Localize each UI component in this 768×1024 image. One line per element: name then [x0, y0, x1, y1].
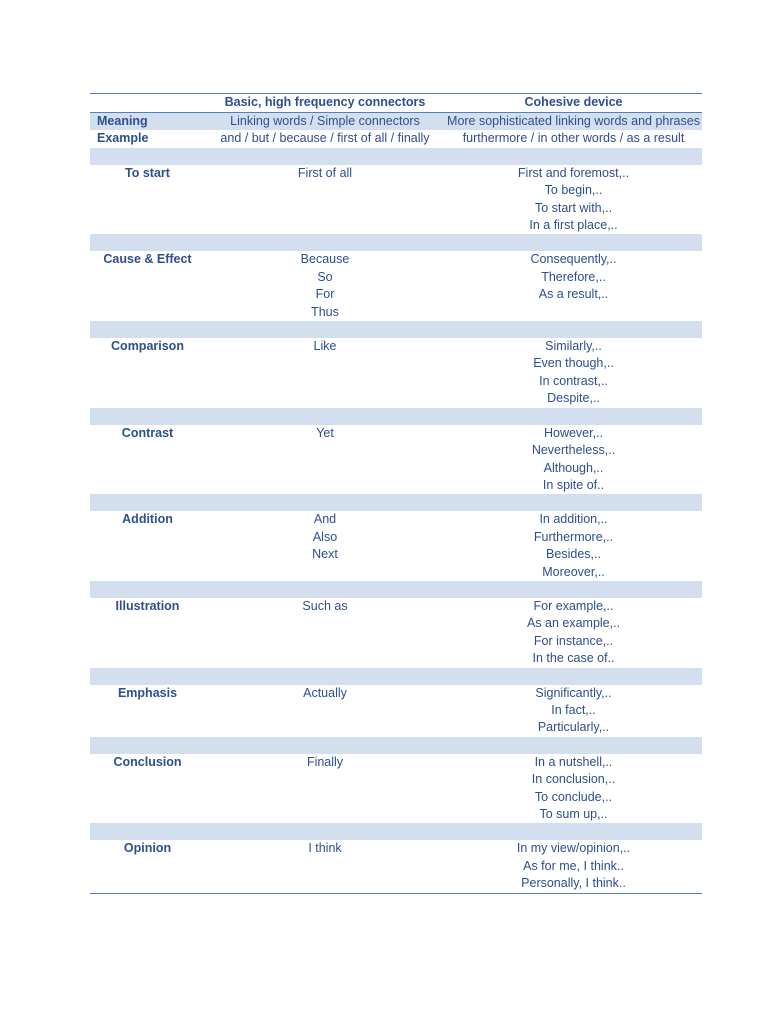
- section-divider-band: [90, 234, 702, 251]
- category-row-to-start: [90, 165, 702, 235]
- category-label: Contrast: [121, 425, 174, 440]
- basic-connector-cell: [205, 598, 445, 668]
- row-label: Example: [97, 131, 149, 146]
- basic-connector-cell: [205, 754, 445, 824]
- intro-rows: [90, 113, 702, 148]
- cell-line: As for me, I think..: [523, 858, 624, 873]
- category-label: Comparison: [111, 339, 184, 354]
- category-label: Addition: [122, 512, 173, 527]
- category-row-opinion: [90, 840, 702, 892]
- cell-line: Similarly,..: [545, 339, 602, 354]
- cell-line: Like: [313, 339, 337, 354]
- cohesive-device-cell: [445, 685, 702, 737]
- cell-line: Moreover,..: [542, 564, 605, 579]
- cell-line: Personally, I think..: [521, 876, 626, 891]
- cohesive-device-cell: [445, 598, 702, 668]
- cell-line: In spite of..: [542, 477, 605, 492]
- category-row-comparison: [90, 338, 702, 408]
- basic-connector-cell: Linking words / Simple connectors: [230, 114, 420, 128]
- section-divider-band: [90, 494, 702, 511]
- basic-connector-cell: [205, 511, 445, 581]
- cell-line: First of all: [297, 165, 353, 180]
- cell-line: Also: [312, 529, 338, 544]
- cell-line: Therefore,..: [541, 269, 606, 284]
- intro-row-example: [90, 130, 702, 147]
- category-row-conclusion: [90, 754, 702, 824]
- cell-line: Even though,..: [533, 356, 614, 371]
- cell-line: To conclude,..: [534, 789, 613, 804]
- category-rows: [90, 148, 702, 893]
- header-basic-connectors: Basic, high frequency connectors: [224, 95, 426, 109]
- basic-connector-cell: [205, 338, 445, 408]
- cell-line: In the case of..: [532, 651, 615, 666]
- cohesive-device-cell: [445, 754, 702, 824]
- category-row-emphasis: [90, 685, 702, 737]
- cell-line: Consequently,..: [530, 252, 617, 267]
- cell-line: However,..: [543, 425, 604, 440]
- cell-line: As a result,..: [538, 287, 609, 302]
- header-cohesive-device: Cohesive device: [524, 95, 623, 109]
- cell-line: Furthermore,..: [533, 529, 614, 544]
- cell-line: Although,..: [543, 460, 604, 475]
- cell-line: For instance,..: [533, 633, 614, 648]
- cell-line: To start with,..: [534, 200, 613, 215]
- section-divider-band: [90, 408, 702, 425]
- cell-line: Thus: [311, 304, 339, 319]
- basic-connector-cell: and / but / because / first of all / finally: [220, 131, 430, 146]
- table-header-row: [90, 94, 702, 113]
- cell-line: Next: [312, 547, 338, 562]
- category-label: Illustration: [115, 598, 180, 613]
- cell-line: In addition,..: [539, 512, 608, 527]
- category-label: Conclusion: [113, 754, 182, 769]
- cell-line: To sum up,..: [539, 807, 608, 821]
- cohesive-device-cell: [445, 840, 702, 892]
- cohesive-device-cell: [445, 511, 702, 581]
- basic-connector-cell: [205, 685, 445, 737]
- section-divider-band: [90, 321, 702, 338]
- section-divider-band: [90, 668, 702, 685]
- cell-line: Such as: [302, 598, 348, 613]
- cell-line: Actually: [303, 685, 347, 700]
- cell-line: And: [313, 512, 337, 527]
- category-label: Opinion: [123, 841, 172, 856]
- cell-line: So: [317, 269, 333, 284]
- cell-line: In conclusion,..: [531, 772, 616, 787]
- cell-line: As an example,..: [526, 616, 621, 631]
- category-row-addition: [90, 511, 702, 581]
- category-label: To start: [125, 165, 170, 180]
- connectors-table: [90, 93, 702, 894]
- cell-line: Significantly,..: [535, 685, 612, 700]
- cell-line: In a first place,..: [529, 218, 618, 233]
- cell-line: I think: [308, 841, 342, 856]
- category-label: Cause & Effect: [103, 252, 192, 267]
- cell-line: For: [315, 287, 335, 302]
- cohesive-device-cell: [445, 425, 702, 495]
- header-cell-empty: [90, 94, 205, 112]
- cell-line: In fact,..: [551, 702, 596, 717]
- category-row-contrast: [90, 425, 702, 495]
- cell-line: Despite,..: [547, 391, 600, 406]
- basic-connector-cell: [205, 165, 445, 235]
- cell-line: Finally: [306, 754, 344, 769]
- section-divider-band: [90, 581, 702, 598]
- row-label: Meaning: [97, 114, 148, 128]
- cell-line: In a nutshell,..: [534, 754, 613, 769]
- cohesive-device-cell: [445, 338, 702, 408]
- cohesive-device-cell: furthermore / in other words / as a result: [462, 131, 685, 146]
- cohesive-device-cell: [445, 165, 702, 235]
- intro-row-meaning: [90, 113, 702, 130]
- basic-connector-cell: [205, 251, 445, 321]
- cell-line: Because: [300, 252, 350, 267]
- cell-line: Besides,..: [546, 547, 601, 562]
- cell-line: Nevertheless,..: [531, 443, 616, 458]
- cell-line: In my view/opinion,..: [516, 841, 631, 856]
- cell-line: Particularly,..: [537, 720, 610, 735]
- basic-connector-cell: [205, 840, 445, 892]
- cell-line: To begin,..: [544, 183, 603, 198]
- category-row-cause-effect: [90, 251, 702, 321]
- cell-line: First and foremost,..: [517, 165, 630, 180]
- section-divider-band: [90, 823, 702, 840]
- cell-line: For example,..: [533, 598, 614, 613]
- category-label: Emphasis: [117, 685, 178, 700]
- cell-line: Yet: [316, 425, 334, 440]
- cohesive-device-cell: [445, 251, 702, 321]
- cohesive-device-cell: More sophisticated linking words and phrases: [447, 114, 700, 128]
- basic-connector-cell: [205, 425, 445, 495]
- section-divider-band: [90, 737, 702, 754]
- category-row-illustration: [90, 598, 702, 668]
- cell-line: In contrast,..: [539, 373, 608, 388]
- section-divider-band: [90, 148, 702, 165]
